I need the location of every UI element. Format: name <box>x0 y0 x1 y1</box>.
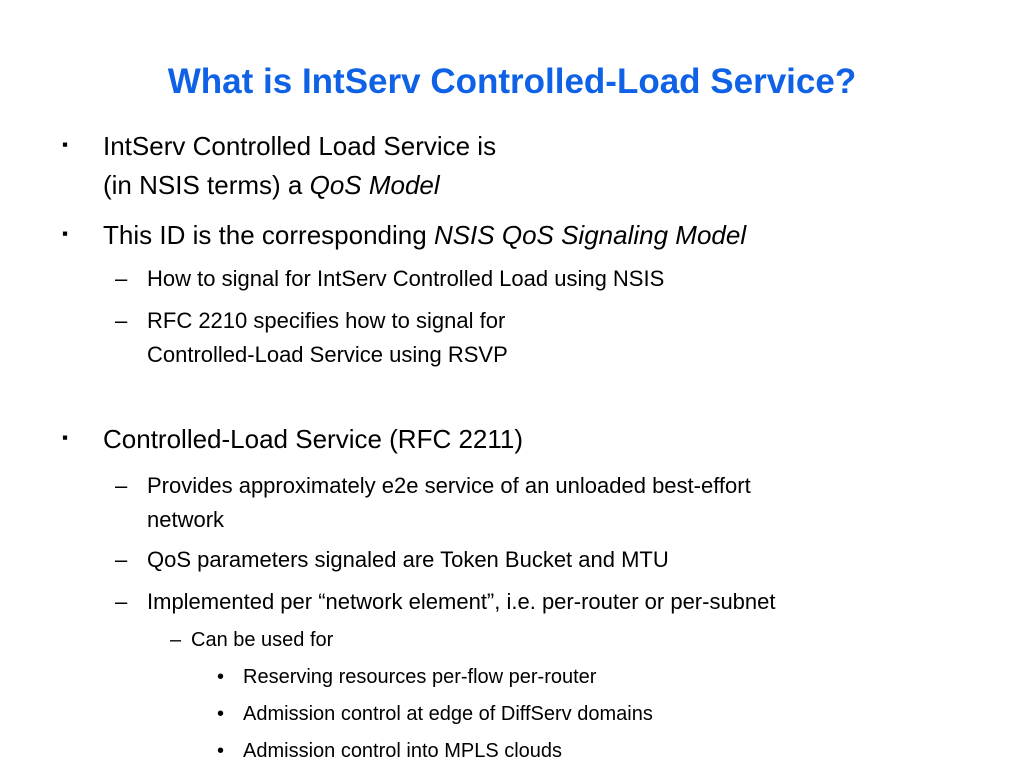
list-item-text: Admission control into MPLS clouds <box>243 740 563 762</box>
bullet-text: Controlled-Load Service (RFC 2211) <box>103 424 524 454</box>
dot-bullet-icon: • <box>217 666 225 688</box>
dash-bullet-icon: – <box>115 547 128 572</box>
bullet-text: IntServ Controlled Load Service is <box>103 131 497 161</box>
list-item-text: Reserving resources per-flow per-router <box>243 666 597 688</box>
slide-title: What is IntServ Controlled-Load Service? <box>167 62 857 101</box>
bullet-text: This ID is the corresponding NSIS QoS Signaling Model <box>103 220 747 250</box>
bullet-text: (in NSIS terms) a QoS Model <box>103 170 440 200</box>
dash-bullet-icon: – <box>115 308 128 333</box>
dash-bullet-icon: – <box>115 473 128 498</box>
dot-bullet-icon: • <box>217 740 225 762</box>
sub-bullet-text: Provides approximately e2e service of an unloaded best-effort <box>147 473 751 498</box>
square-bullet-icon: ▪ <box>62 224 69 243</box>
dot-bullet-icon: • <box>217 703 225 725</box>
sub-bullet-text: Implemented per “network element”, i.e. per-router or per-subnet <box>147 589 776 614</box>
sub-sub-bullet-text: Can be used for <box>191 629 334 651</box>
dash-bullet-icon: – <box>170 629 182 651</box>
dash-bullet-icon: – <box>115 266 128 291</box>
square-bullet-icon: ▪ <box>62 428 69 447</box>
sub-bullet-text: QoS parameters signaled are Token Bucket and MTU <box>147 547 669 572</box>
sub-bullet-text: Controlled-Load Service using RSVP <box>147 342 508 367</box>
dash-bullet-icon: – <box>115 589 128 614</box>
square-bullet-icon: ▪ <box>62 135 69 154</box>
sub-bullet-text: RFC 2210 specifies how to signal for <box>147 308 506 333</box>
list-item-text: Admission control at edge of DiffServ domains <box>243 703 653 725</box>
sub-bullet-text: How to signal for IntServ Controlled Load using NSIS <box>147 266 665 291</box>
sub-bullet-text: network <box>147 507 225 532</box>
